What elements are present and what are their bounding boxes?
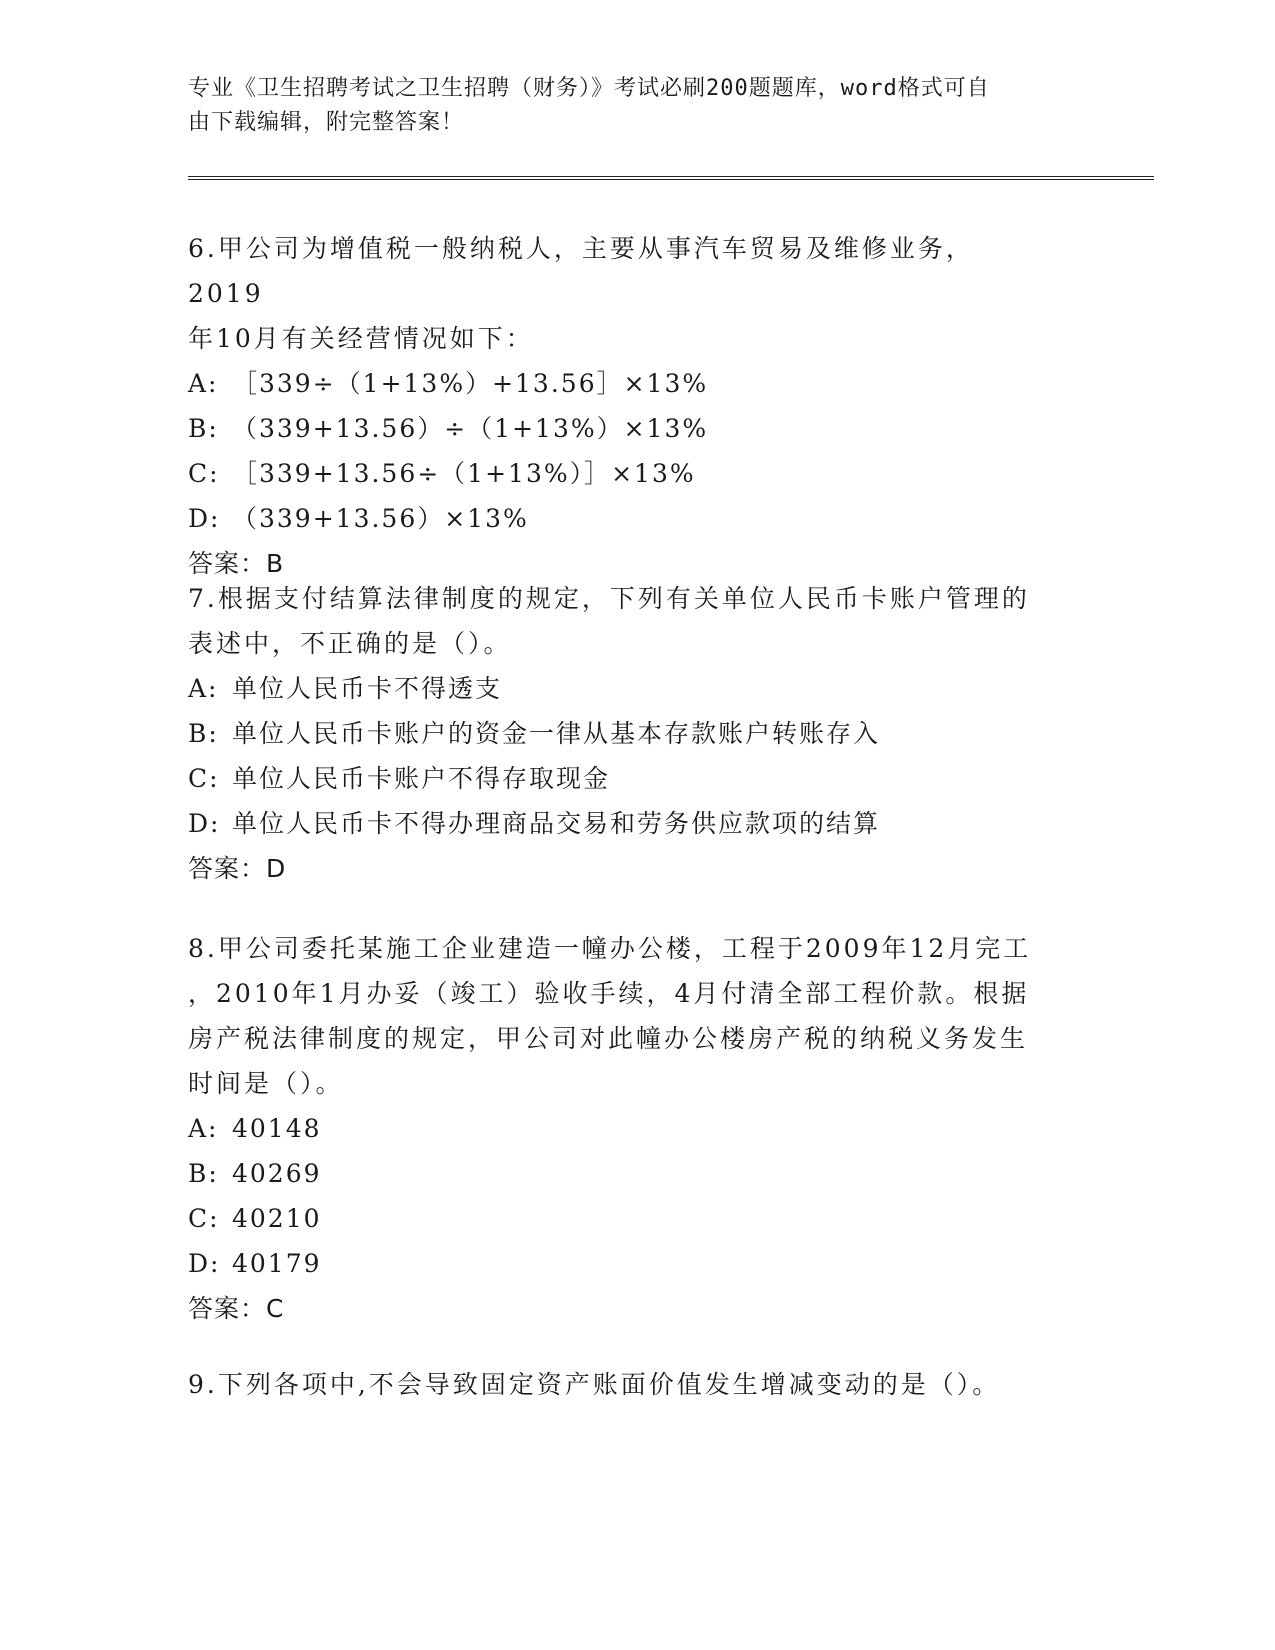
option-text: 单位人民币卡账户的资金一律从基本存款账户转账存入 xyxy=(232,719,881,748)
answer-line: 答案：B xyxy=(188,549,285,578)
option-d xyxy=(188,496,1048,541)
option-text: （339+13.56）×13% xyxy=(232,504,529,533)
question-6 xyxy=(188,226,1048,586)
option-key: A: xyxy=(188,674,219,703)
option-text: ［339÷（1+13%）+13.56］×13% xyxy=(232,369,709,398)
question-stem-line: 房产税法律制度的规定，甲公司对此幢办公楼房产税的纳税义务发生 xyxy=(188,1024,1029,1053)
option-key: B: xyxy=(188,719,219,748)
option-d xyxy=(188,801,1048,846)
option-a xyxy=(188,361,1048,406)
question-stem-line: 时间是（）。 xyxy=(188,1069,344,1098)
option-key: C: xyxy=(188,459,220,488)
option-d xyxy=(188,1241,1048,1286)
option-key: C: xyxy=(188,764,220,793)
question-stem-line: 6.甲公司为增值税一般纳税人，主要从事汽车贸易及维修业务，2019 xyxy=(188,234,974,308)
option-key: D: xyxy=(188,1249,221,1278)
option-c xyxy=(188,1196,1048,1241)
question-stem-line: ，2010年1月办妥（竣工）验收手续，4月付清全部工程价款。根据 xyxy=(188,979,1030,1008)
option-key: B: xyxy=(188,1159,219,1188)
option-text: 单位人民币卡不得办理商品交易和劳务供应款项的结算 xyxy=(232,809,881,838)
document-header xyxy=(188,72,1068,140)
answer-line: 答案：D xyxy=(188,854,287,883)
option-text: 40179 xyxy=(232,1249,322,1278)
header-intro-line-1: 专业《卫生招聘考试之卫生招聘（财务）》考试必刷200题题库，word格式可自 xyxy=(188,76,990,101)
question-stem-line: 8.甲公司委托某施工企业建造一幢办公楼，工程于2009年12月完工 xyxy=(188,934,1032,963)
option-key: A: xyxy=(188,369,219,398)
option-a xyxy=(188,1106,1048,1151)
option-text: 40148 xyxy=(232,1114,322,1143)
option-b xyxy=(188,1151,1048,1196)
question-stem-line: 年10月有关经营情况如下： xyxy=(188,324,534,353)
option-text: ［339+13.56÷（1+13%）］×13% xyxy=(232,459,696,488)
option-text: 单位人民币卡不得透支 xyxy=(232,674,503,703)
question-stem-line: 7.根据支付结算法律制度的规定，下列有关单位人民币卡账户管理的 xyxy=(188,584,1030,613)
question-stem-line: 9.下列各项中,不会导致固定资产账面价值发生增减变动的是（）。 xyxy=(188,1370,1001,1399)
answer-line: 答案：C xyxy=(188,1294,285,1323)
option-key: B: xyxy=(188,414,219,443)
option-key: C: xyxy=(188,1204,220,1233)
question-stem-line: 表述中，不正确的是（）。 xyxy=(188,629,512,658)
option-text: 40269 xyxy=(232,1159,322,1188)
question-9 xyxy=(188,1362,1048,1407)
option-a xyxy=(188,666,1048,711)
question-8 xyxy=(188,926,1048,1331)
header-divider xyxy=(188,176,1154,180)
option-text: 40210 xyxy=(232,1204,322,1233)
option-key: A: xyxy=(188,1114,219,1143)
question-7 xyxy=(188,576,1048,891)
option-c xyxy=(188,451,1048,496)
header-intro-line-2: 由下载编辑，附完整答案！ xyxy=(188,110,465,135)
option-b xyxy=(188,711,1048,756)
option-text: 单位人民币卡账户不得存取现金 xyxy=(232,764,611,793)
option-key: D: xyxy=(188,809,221,838)
option-b xyxy=(188,406,1048,451)
document-page xyxy=(188,0,1148,1650)
option-key: D: xyxy=(188,504,221,533)
option-text: （339+13.56）÷（1+13%）×13% xyxy=(232,414,709,443)
option-c xyxy=(188,756,1048,801)
